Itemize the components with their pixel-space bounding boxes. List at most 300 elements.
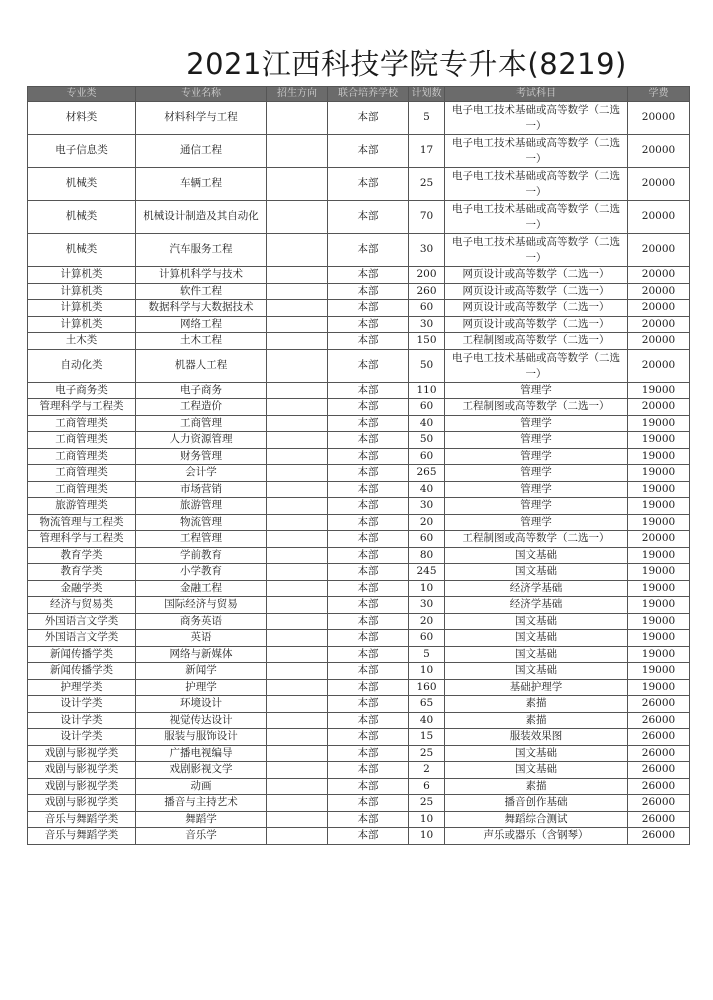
cell-tuition: 20000 [628,168,690,201]
cell-direction [267,613,328,630]
cell-plan: 70 [409,201,445,234]
cell-major: 土木工程 [136,333,267,350]
cell-exam-subject: 管理学 [445,481,628,498]
cell-plan: 20 [409,613,445,630]
cell-tuition: 26000 [628,778,690,795]
cell-exam-subject: 工程制图或高等数学（二选一） [445,333,628,350]
cell-exam-subject: 国文基础 [445,663,628,680]
cell-tuition: 20000 [628,102,690,135]
cell-direction [267,828,328,845]
cell-plan: 17 [409,135,445,168]
cell-exam-subject: 电子电工技术基础或高等数学（二选一） [445,168,628,201]
cell-tuition: 26000 [628,696,690,713]
cell-direction [267,795,328,812]
cell-joint-school: 本部 [328,745,409,762]
cell-major: 国际经济与贸易 [136,597,267,614]
header-major: 专业名称 [136,87,267,102]
cell-direction [267,399,328,416]
cell-joint-school: 本部 [328,646,409,663]
table-row [28,564,690,581]
table-row [28,283,690,300]
cell-plan: 25 [409,168,445,201]
cell-joint-school: 本部 [328,811,409,828]
cell-joint-school: 本部 [328,498,409,515]
cell-plan: 60 [409,399,445,416]
cell-plan: 260 [409,283,445,300]
cell-direction [267,564,328,581]
cell-direction [267,135,328,168]
cell-tuition: 20000 [628,267,690,284]
cell-major: 车辆工程 [136,168,267,201]
cell-plan: 265 [409,465,445,482]
cell-plan: 160 [409,679,445,696]
cell-category: 设计学类 [28,712,136,729]
table-row [28,811,690,828]
cell-exam-subject: 国文基础 [445,762,628,779]
cell-direction [267,283,328,300]
cell-joint-school: 本部 [328,481,409,498]
cell-exam-subject: 网页设计或高等数学（二选一） [445,300,628,317]
cell-major: 护理学 [136,679,267,696]
cell-major: 旅游管理 [136,498,267,515]
cell-exam-subject: 管理学 [445,498,628,515]
cell-direction [267,514,328,531]
cell-category: 教育学类 [28,564,136,581]
cell-direction [267,349,328,382]
cell-direction [267,630,328,647]
cell-tuition: 26000 [628,762,690,779]
cell-category: 机械类 [28,201,136,234]
cell-tuition: 19000 [628,547,690,564]
cell-major: 数据科学与大数据技术 [136,300,267,317]
cell-category: 管理科学与工程类 [28,399,136,416]
table-row [28,646,690,663]
cell-plan: 60 [409,630,445,647]
cell-tuition: 19000 [628,415,690,432]
cell-exam-subject: 网页设计或高等数学（二选一） [445,267,628,284]
cell-plan: 50 [409,349,445,382]
cell-category: 土木类 [28,333,136,350]
cell-plan: 30 [409,498,445,515]
cell-tuition: 19000 [628,564,690,581]
cell-major: 物流管理 [136,514,267,531]
cell-plan: 110 [409,382,445,399]
cell-direction [267,696,328,713]
cell-category: 工商管理类 [28,481,136,498]
cell-major: 材料科学与工程 [136,102,267,135]
cell-plan: 10 [409,580,445,597]
table-row [28,613,690,630]
cell-major: 英语 [136,630,267,647]
cell-major: 汽车服务工程 [136,234,267,267]
cell-exam-subject: 国文基础 [445,613,628,630]
cell-major: 通信工程 [136,135,267,168]
cell-tuition: 26000 [628,729,690,746]
cell-direction [267,415,328,432]
cell-exam-subject: 电子电工技术基础或高等数学（二选一） [445,201,628,234]
cell-category: 戏剧与影视学类 [28,795,136,812]
cell-category: 工商管理类 [28,415,136,432]
cell-exam-subject: 经济学基础 [445,580,628,597]
cell-exam-subject: 素描 [445,712,628,729]
cell-direction [267,102,328,135]
cell-joint-school: 本部 [328,630,409,647]
cell-major: 机械设计制造及其自动化 [136,201,267,234]
cell-tuition: 19000 [628,465,690,482]
cell-category: 电子信息类 [28,135,136,168]
cell-direction [267,811,328,828]
table-row [28,432,690,449]
cell-joint-school: 本部 [328,679,409,696]
cell-category: 机械类 [28,234,136,267]
cell-plan: 65 [409,696,445,713]
cell-plan: 10 [409,663,445,680]
cell-exam-subject: 网页设计或高等数学（二选一） [445,316,628,333]
cell-exam-subject: 声乐或器乐（含钢琴） [445,828,628,845]
cell-plan: 200 [409,267,445,284]
table-row [28,696,690,713]
cell-joint-school: 本部 [328,399,409,416]
cell-tuition: 19000 [628,382,690,399]
cell-category: 计算机类 [28,267,136,284]
cell-exam-subject: 电子电工技术基础或高等数学（二选一） [445,234,628,267]
cell-exam-subject: 素描 [445,778,628,795]
cell-direction [267,729,328,746]
cell-exam-subject: 管理学 [445,382,628,399]
cell-major: 网络工程 [136,316,267,333]
cell-joint-school: 本部 [328,762,409,779]
cell-category: 音乐与舞蹈学类 [28,811,136,828]
cell-category: 教育学类 [28,547,136,564]
cell-plan: 10 [409,828,445,845]
cell-plan: 80 [409,547,445,564]
cell-joint-school: 本部 [328,300,409,317]
cell-major: 舞蹈学 [136,811,267,828]
cell-major: 播音与主持艺术 [136,795,267,812]
cell-plan: 245 [409,564,445,581]
table-row [28,382,690,399]
cell-tuition: 19000 [628,448,690,465]
table-row [28,135,690,168]
cell-exam-subject: 国文基础 [445,564,628,581]
cell-exam-subject: 管理学 [445,465,628,482]
cell-major: 新闻学 [136,663,267,680]
cell-joint-school: 本部 [328,333,409,350]
cell-joint-school: 本部 [328,696,409,713]
table-row [28,762,690,779]
cell-direction [267,778,328,795]
cell-plan: 30 [409,234,445,267]
cell-plan: 5 [409,102,445,135]
cell-tuition: 19000 [628,630,690,647]
cell-category: 计算机类 [28,283,136,300]
header-category: 专业类 [28,87,136,102]
cell-tuition: 20000 [628,300,690,317]
cell-category: 戏剧与影视学类 [28,762,136,779]
cell-category: 护理学类 [28,679,136,696]
cell-plan: 2 [409,762,445,779]
table-row [28,580,690,597]
cell-major: 环境设计 [136,696,267,713]
cell-joint-school: 本部 [328,778,409,795]
table-row [28,399,690,416]
cell-category: 电子商务类 [28,382,136,399]
table-row [28,349,690,382]
cell-major: 市场营销 [136,481,267,498]
cell-category: 计算机类 [28,300,136,317]
table-row [28,415,690,432]
cell-joint-school: 本部 [328,201,409,234]
table-row [28,267,690,284]
cell-tuition: 19000 [628,514,690,531]
cell-tuition: 26000 [628,745,690,762]
cell-tuition: 19000 [628,613,690,630]
cell-category: 音乐与舞蹈学类 [28,828,136,845]
cell-plan: 60 [409,300,445,317]
cell-exam-subject: 播音创作基础 [445,795,628,812]
cell-direction [267,762,328,779]
cell-joint-school: 本部 [328,168,409,201]
table-row [28,316,690,333]
cell-direction [267,448,328,465]
table-row [28,234,690,267]
cell-major: 计算机科学与技术 [136,267,267,284]
cell-direction [267,531,328,548]
cell-major: 广播电视编导 [136,745,267,762]
cell-category: 戏剧与影视学类 [28,778,136,795]
cell-tuition: 20000 [628,333,690,350]
header-plan: 计划数 [409,87,445,102]
cell-plan: 5 [409,646,445,663]
cell-category: 设计学类 [28,696,136,713]
cell-category: 外国语言文学类 [28,630,136,647]
cell-direction [267,481,328,498]
cell-tuition: 26000 [628,795,690,812]
cell-tuition: 20000 [628,399,690,416]
cell-category: 设计学类 [28,729,136,746]
table-row [28,630,690,647]
cell-joint-school: 本部 [328,729,409,746]
cell-joint-school: 本部 [328,547,409,564]
cell-plan: 6 [409,778,445,795]
cell-tuition: 26000 [628,811,690,828]
cell-category: 外国语言文学类 [28,613,136,630]
cell-category: 材料类 [28,102,136,135]
cell-joint-school: 本部 [328,597,409,614]
cell-major: 工程管理 [136,531,267,548]
cell-joint-school: 本部 [328,531,409,548]
cell-exam-subject: 管理学 [445,514,628,531]
cell-major: 视觉传达设计 [136,712,267,729]
cell-exam-subject: 国文基础 [445,646,628,663]
cell-joint-school: 本部 [328,382,409,399]
cell-direction [267,382,328,399]
cell-plan: 25 [409,795,445,812]
table-row [28,679,690,696]
cell-direction [267,547,328,564]
cell-exam-subject: 国文基础 [445,745,628,762]
cell-exam-subject: 管理学 [445,448,628,465]
cell-tuition: 19000 [628,580,690,597]
cell-category: 新闻传播学类 [28,646,136,663]
cell-plan: 60 [409,531,445,548]
cell-tuition: 26000 [628,712,690,729]
cell-exam-subject: 网页设计或高等数学（二选一） [445,283,628,300]
cell-major: 软件工程 [136,283,267,300]
cell-plan: 150 [409,333,445,350]
cell-joint-school: 本部 [328,564,409,581]
cell-category: 工商管理类 [28,432,136,449]
cell-direction [267,333,328,350]
cell-joint-school: 本部 [328,415,409,432]
cell-tuition: 20000 [628,283,690,300]
cell-direction [267,646,328,663]
cell-exam-subject: 管理学 [445,432,628,449]
cell-plan: 40 [409,415,445,432]
table-row [28,333,690,350]
cell-major: 会计学 [136,465,267,482]
cell-plan: 25 [409,745,445,762]
cell-joint-school: 本部 [328,234,409,267]
cell-joint-school: 本部 [328,267,409,284]
table-row [28,712,690,729]
cell-direction [267,267,328,284]
cell-category: 戏剧与影视学类 [28,745,136,762]
cell-tuition: 20000 [628,316,690,333]
cell-exam-subject: 舞蹈综合测试 [445,811,628,828]
cell-tuition: 19000 [628,679,690,696]
cell-direction [267,663,328,680]
cell-direction [267,745,328,762]
cell-category: 旅游管理类 [28,498,136,515]
cell-joint-school: 本部 [328,795,409,812]
cell-exam-subject: 电子电工技术基础或高等数学（二选一） [445,102,628,135]
cell-direction [267,465,328,482]
cell-joint-school: 本部 [328,283,409,300]
cell-category: 管理科学与工程类 [28,531,136,548]
cell-tuition: 20000 [628,201,690,234]
cell-joint-school: 本部 [328,135,409,168]
cell-tuition: 20000 [628,234,690,267]
cell-major: 动画 [136,778,267,795]
cell-category: 自动化类 [28,349,136,382]
cell-direction [267,168,328,201]
header-joint-school: 联合培养学校 [328,87,409,102]
cell-exam-subject: 工程制图或高等数学（二选一） [445,531,628,548]
cell-joint-school: 本部 [328,580,409,597]
cell-major: 音乐学 [136,828,267,845]
cell-major: 机器人工程 [136,349,267,382]
cell-tuition: 19000 [628,432,690,449]
cell-joint-school: 本部 [328,514,409,531]
table-row [28,663,690,680]
cell-major: 工商管理 [136,415,267,432]
cell-major: 戏剧影视文学 [136,762,267,779]
cell-plan: 60 [409,448,445,465]
cell-category: 物流管理与工程类 [28,514,136,531]
table-row [28,795,690,812]
cell-direction [267,498,328,515]
cell-direction [267,201,328,234]
cell-plan: 20 [409,514,445,531]
cell-direction [267,597,328,614]
cell-exam-subject: 电子电工技术基础或高等数学（二选一） [445,135,628,168]
table-row [28,465,690,482]
table-row [28,778,690,795]
cell-plan: 30 [409,597,445,614]
page-title: 2021江西科技学院专升本(8219) [186,47,627,81]
cell-joint-school: 本部 [328,828,409,845]
cell-joint-school: 本部 [328,448,409,465]
cell-major: 人力资源管理 [136,432,267,449]
cell-major: 网络与新媒体 [136,646,267,663]
header-direction: 招生方向 [267,87,328,102]
table-row [28,102,690,135]
cell-tuition: 20000 [628,531,690,548]
cell-joint-school: 本部 [328,432,409,449]
cell-direction [267,679,328,696]
cell-joint-school: 本部 [328,349,409,382]
table-row [28,597,690,614]
table-row [28,531,690,548]
cell-joint-school: 本部 [328,712,409,729]
cell-major: 金融工程 [136,580,267,597]
cell-tuition: 26000 [628,828,690,845]
cell-tuition: 19000 [628,597,690,614]
cell-major: 商务英语 [136,613,267,630]
cell-exam-subject: 国文基础 [445,547,628,564]
cell-joint-school: 本部 [328,663,409,680]
cell-joint-school: 本部 [328,316,409,333]
table-row [28,448,690,465]
cell-tuition: 20000 [628,135,690,168]
cell-category: 新闻传播学类 [28,663,136,680]
cell-joint-school: 本部 [328,465,409,482]
header-exam-subject: 考试科目 [445,87,628,102]
cell-exam-subject: 素描 [445,696,628,713]
table-row [28,498,690,515]
cell-tuition: 19000 [628,481,690,498]
cell-tuition: 19000 [628,498,690,515]
cell-exam-subject: 工程制图或高等数学（二选一） [445,399,628,416]
cell-exam-subject: 基础护理学 [445,679,628,696]
cell-major: 电子商务 [136,382,267,399]
cell-direction [267,712,328,729]
table-row [28,828,690,845]
cell-direction [267,580,328,597]
cell-category: 工商管理类 [28,448,136,465]
cell-plan: 15 [409,729,445,746]
cell-tuition: 19000 [628,663,690,680]
admissions-table [27,86,690,845]
table-row [28,514,690,531]
cell-direction [267,300,328,317]
cell-category: 机械类 [28,168,136,201]
cell-tuition: 20000 [628,349,690,382]
cell-major: 学前教育 [136,547,267,564]
cell-exam-subject: 经济学基础 [445,597,628,614]
table-row [28,168,690,201]
table-row [28,481,690,498]
table-row [28,745,690,762]
cell-direction [267,432,328,449]
cell-category: 经济与贸易类 [28,597,136,614]
cell-plan: 40 [409,481,445,498]
cell-joint-school: 本部 [328,102,409,135]
cell-plan: 10 [409,811,445,828]
cell-category: 计算机类 [28,316,136,333]
cell-tuition: 19000 [628,646,690,663]
